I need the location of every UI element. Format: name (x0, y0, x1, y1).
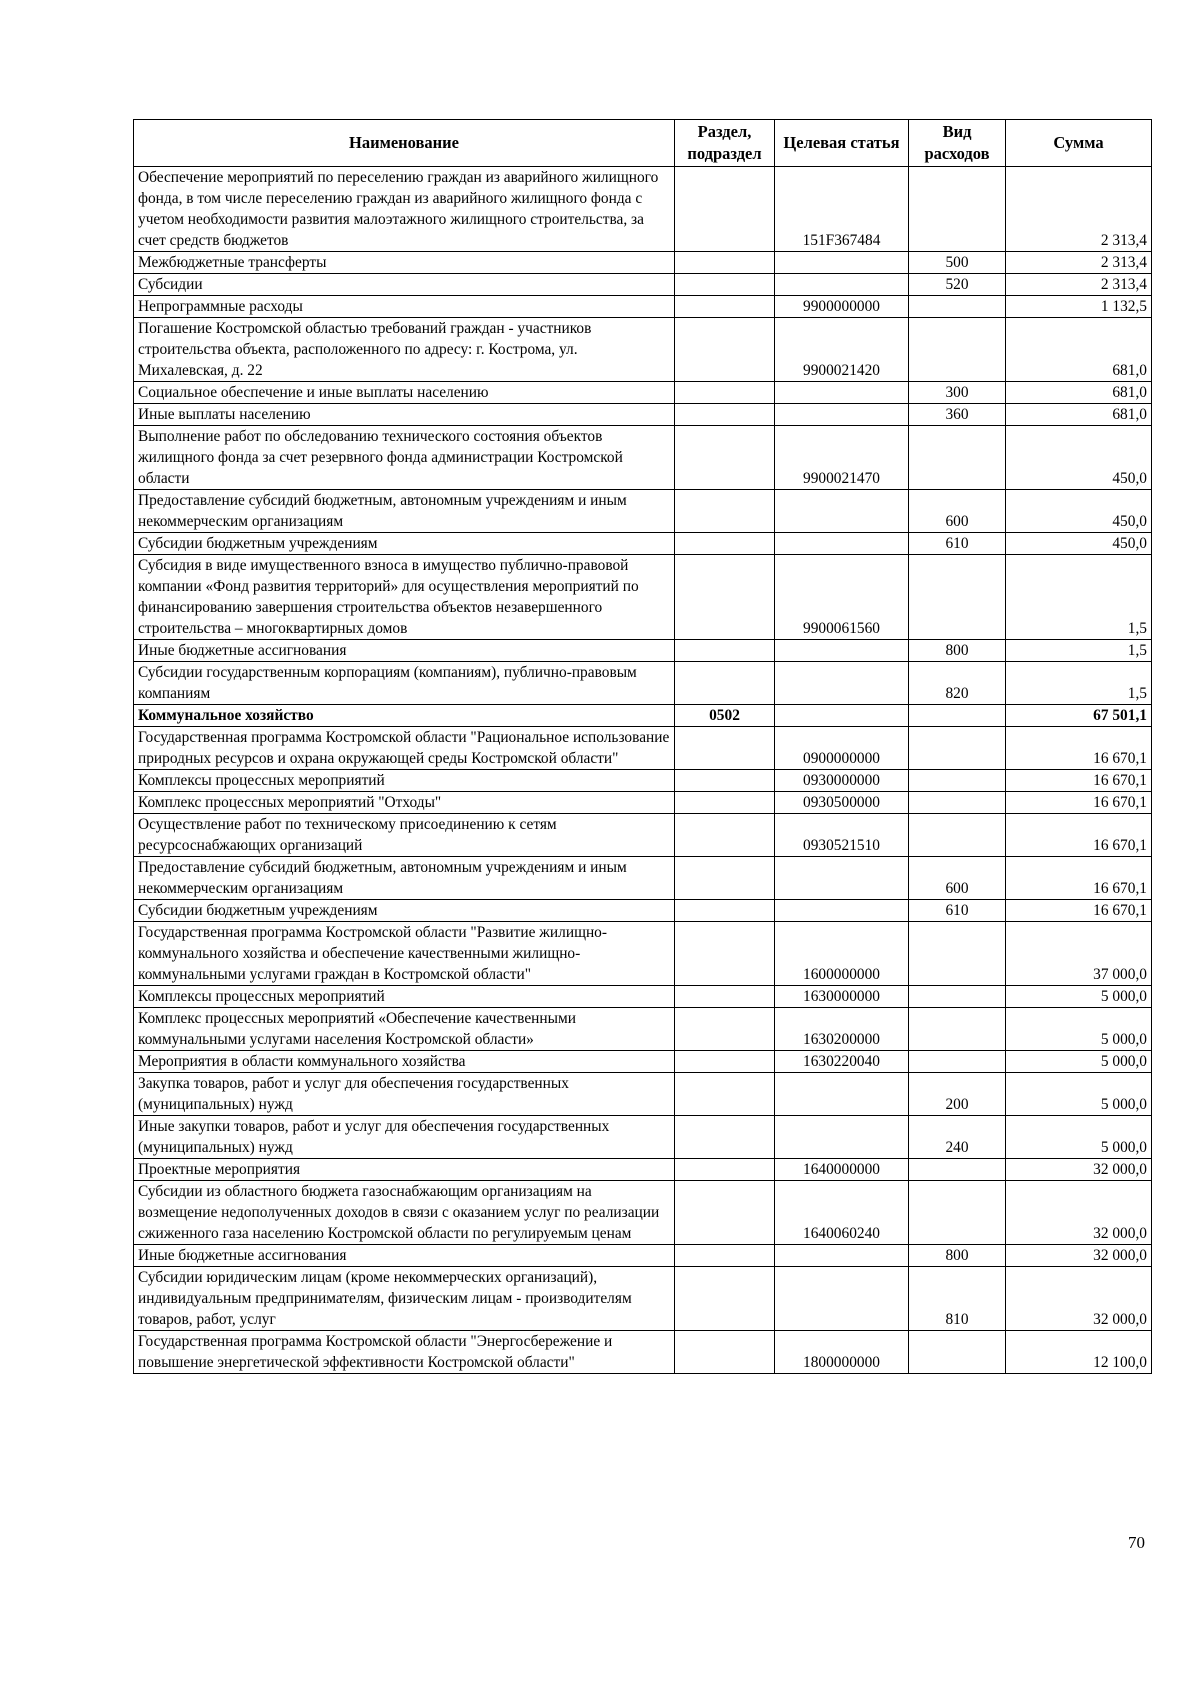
cell-sum: 16 670,1 (1006, 727, 1152, 770)
cell-section (675, 1267, 775, 1331)
cell-name: Социальное обеспечение и иные выплаты населению (134, 382, 675, 404)
cell-section (675, 814, 775, 857)
cell-name: Государственная программа Костромской области "Рациональное использование природных ресурсов и охрана окружающей среды Костромской области" (134, 727, 675, 770)
cell-section (675, 167, 775, 252)
cell-target: 1640000000 (775, 1159, 909, 1181)
cell-sum: 1,5 (1006, 662, 1152, 705)
cell-sum: 5 000,0 (1006, 1116, 1152, 1159)
cell-target: 0930521510 (775, 814, 909, 857)
cell-section (675, 382, 775, 404)
cell-section (675, 1331, 775, 1374)
cell-type (909, 814, 1006, 857)
cell-sum: 681,0 (1006, 404, 1152, 426)
header-type: Вид расходов (909, 120, 1006, 167)
cell-name: Погашение Костромской областью требований граждан - участников строительства объекта, расположенного по адресу: г. Кострома, ул. Михалевская, д. 22 (134, 318, 675, 382)
cell-name: Мероприятия в области коммунального хозяйства (134, 1051, 675, 1073)
table-row (134, 1267, 1152, 1331)
cell-name: Выполнение работ по обследованию технического состояния объектов жилищного фонда за счет резервного фонда администрации Костромской области (134, 426, 675, 490)
table-row (134, 792, 1152, 814)
cell-sum: 1,5 (1006, 640, 1152, 662)
cell-section (675, 1008, 775, 1051)
cell-name: Межбюджетные трансферты (134, 252, 675, 274)
cell-target (775, 640, 909, 662)
page-number: 70 (1128, 1533, 1145, 1552)
cell-sum: 32 000,0 (1006, 1159, 1152, 1181)
cell-target: 1640060240 (775, 1181, 909, 1245)
cell-section (675, 727, 775, 770)
cell-name: Коммунальное хозяйство (134, 705, 675, 727)
cell-name: Государственная программа Костромской области "Развитие жилищно-коммунального хозяйства и обеспечение качественными жилищно-коммунальными услугами граждан в Костромской области" (134, 922, 675, 986)
cell-target (775, 404, 909, 426)
cell-name: Непрограммные расходы (134, 296, 675, 318)
table-row (134, 490, 1152, 533)
cell-target: 1800000000 (775, 1331, 909, 1374)
table-row (134, 1159, 1152, 1181)
cell-type: 200 (909, 1073, 1006, 1116)
cell-type: 520 (909, 274, 1006, 296)
cell-type (909, 426, 1006, 490)
cell-name: Осуществление работ по техническому присоединению к сетям ресурсоснабжающих организаций (134, 814, 675, 857)
cell-type (909, 1008, 1006, 1051)
cell-name: Комплексы процессных мероприятий (134, 986, 675, 1008)
cell-section (675, 792, 775, 814)
table-row (134, 986, 1152, 1008)
cell-target (775, 1267, 909, 1331)
cell-sum: 16 670,1 (1006, 770, 1152, 792)
cell-section (675, 490, 775, 533)
cell-type: 600 (909, 490, 1006, 533)
cell-name: Иные закупки товаров, работ и услуг для обеспечения государственных (муниципальных) нужд (134, 1116, 675, 1159)
cell-target (775, 533, 909, 555)
cell-target (775, 1245, 909, 1267)
cell-sum: 67 501,1 (1006, 705, 1152, 727)
table-row (134, 318, 1152, 382)
table-row (134, 533, 1152, 555)
table-row (134, 404, 1152, 426)
cell-section (675, 296, 775, 318)
cell-sum: 1,5 (1006, 555, 1152, 640)
cell-name: Проектные мероприятия (134, 1159, 675, 1181)
cell-sum: 32 000,0 (1006, 1181, 1152, 1245)
cell-target (775, 382, 909, 404)
cell-section (675, 1073, 775, 1116)
cell-sum: 16 670,1 (1006, 792, 1152, 814)
cell-type: 240 (909, 1116, 1006, 1159)
cell-type (909, 1181, 1006, 1245)
header-sum: Сумма (1006, 120, 1152, 167)
table-row (134, 1181, 1152, 1245)
cell-target (775, 490, 909, 533)
cell-sum: 2 313,4 (1006, 167, 1152, 252)
cell-name: Обеспечение мероприятий по переселению граждан из аварийного жилищного фонда, в том числе переселению граждан из аварийного жилищного фонда с учетом необходимости развития малоэтажного жилищного строительства, за счет средств бюджетов (134, 167, 675, 252)
cell-type (909, 792, 1006, 814)
cell-sum: 16 670,1 (1006, 814, 1152, 857)
cell-type (909, 986, 1006, 1008)
cell-target: 0930000000 (775, 770, 909, 792)
cell-sum: 2 313,4 (1006, 252, 1152, 274)
cell-target: 9900021470 (775, 426, 909, 490)
header-target: Целевая статья (775, 120, 909, 167)
cell-sum: 16 670,1 (1006, 900, 1152, 922)
cell-type: 820 (909, 662, 1006, 705)
cell-type: 360 (909, 404, 1006, 426)
cell-name: Субсидии (134, 274, 675, 296)
cell-target: 151F367484 (775, 167, 909, 252)
cell-sum: 450,0 (1006, 490, 1152, 533)
cell-target: 9900000000 (775, 296, 909, 318)
table-row (134, 770, 1152, 792)
cell-name: Предоставление субсидий бюджетным, автономным учреждениям и иным некоммерческим организациям (134, 857, 675, 900)
cell-target (775, 1116, 909, 1159)
cell-name: Иные бюджетные ассигнования (134, 640, 675, 662)
cell-target (775, 857, 909, 900)
table-row (134, 705, 1152, 727)
cell-target: 0900000000 (775, 727, 909, 770)
cell-name: Субсидии бюджетным учреждениям (134, 900, 675, 922)
cell-section (675, 662, 775, 705)
cell-name: Субсидии государственным корпорациям (компаниям), публично-правовым компаниям (134, 662, 675, 705)
table-row (134, 426, 1152, 490)
table-row (134, 727, 1152, 770)
cell-section (675, 274, 775, 296)
cell-type: 610 (909, 533, 1006, 555)
cell-target: 1630220040 (775, 1051, 909, 1073)
cell-section (675, 1116, 775, 1159)
table-row (134, 857, 1152, 900)
cell-type (909, 705, 1006, 727)
cell-section (675, 426, 775, 490)
cell-target (775, 662, 909, 705)
table-row (134, 1245, 1152, 1267)
cell-target: 9900021420 (775, 318, 909, 382)
cell-target: 1600000000 (775, 922, 909, 986)
cell-target (775, 1073, 909, 1116)
cell-sum: 16 670,1 (1006, 857, 1152, 900)
cell-sum: 5 000,0 (1006, 1073, 1152, 1116)
cell-name: Иные бюджетные ассигнования (134, 1245, 675, 1267)
table-body (134, 167, 1152, 1374)
cell-type: 600 (909, 857, 1006, 900)
cell-type (909, 770, 1006, 792)
cell-section (675, 1159, 775, 1181)
table-row (134, 555, 1152, 640)
cell-sum: 1 132,5 (1006, 296, 1152, 318)
table-row (134, 922, 1152, 986)
cell-sum: 37 000,0 (1006, 922, 1152, 986)
cell-type (909, 296, 1006, 318)
cell-name: Субсидии бюджетным учреждениям (134, 533, 675, 555)
table-row (134, 1073, 1152, 1116)
cell-section (675, 318, 775, 382)
cell-sum: 5 000,0 (1006, 1051, 1152, 1073)
table-row (134, 662, 1152, 705)
cell-section (675, 770, 775, 792)
cell-section (675, 533, 775, 555)
cell-name: Комплексы процессных мероприятий (134, 770, 675, 792)
cell-section (675, 640, 775, 662)
table-row (134, 1008, 1152, 1051)
cell-sum: 450,0 (1006, 426, 1152, 490)
cell-section: 0502 (675, 705, 775, 727)
cell-target (775, 900, 909, 922)
cell-type (909, 1051, 1006, 1073)
cell-name: Комплекс процессных мероприятий "Отходы" (134, 792, 675, 814)
cell-name: Закупка товаров, работ и услуг для обеспечения государственных (муниципальных) нужд (134, 1073, 675, 1116)
cell-section (675, 922, 775, 986)
cell-sum: 32 000,0 (1006, 1245, 1152, 1267)
table-row (134, 296, 1152, 318)
table-row (134, 640, 1152, 662)
cell-sum: 2 313,4 (1006, 274, 1152, 296)
header-name: Наименование (134, 120, 675, 167)
cell-type (909, 318, 1006, 382)
cell-section (675, 857, 775, 900)
cell-type: 800 (909, 640, 1006, 662)
cell-section (675, 555, 775, 640)
cell-target: 0930500000 (775, 792, 909, 814)
cell-type (909, 167, 1006, 252)
cell-target (775, 705, 909, 727)
cell-sum: 450,0 (1006, 533, 1152, 555)
cell-target: 9900061560 (775, 555, 909, 640)
cell-target (775, 252, 909, 274)
cell-section (675, 404, 775, 426)
cell-section (675, 1051, 775, 1073)
cell-type (909, 727, 1006, 770)
cell-name: Предоставление субсидий бюджетным, автономным учреждениям и иным некоммерческим организациям (134, 490, 675, 533)
cell-section (675, 986, 775, 1008)
cell-type: 810 (909, 1267, 1006, 1331)
cell-type (909, 1159, 1006, 1181)
table-row (134, 814, 1152, 857)
cell-name: Комплекс процессных мероприятий «Обеспечение качественными коммунальными услугами населения Костромской области» (134, 1008, 675, 1051)
header-section: Раздел, подраздел (675, 120, 775, 167)
cell-sum: 681,0 (1006, 318, 1152, 382)
table-header-row (134, 120, 1152, 167)
cell-type (909, 1331, 1006, 1374)
cell-type: 610 (909, 900, 1006, 922)
table-row (134, 252, 1152, 274)
cell-name: Государственная программа Костромской области "Энергосбережение и повышение энергетической эффективности Костромской области" (134, 1331, 675, 1374)
cell-sum: 5 000,0 (1006, 1008, 1152, 1051)
table-row (134, 1331, 1152, 1374)
cell-section (675, 1245, 775, 1267)
cell-sum: 32 000,0 (1006, 1267, 1152, 1331)
budget-table (133, 119, 1152, 1374)
cell-type: 500 (909, 252, 1006, 274)
cell-sum: 12 100,0 (1006, 1331, 1152, 1374)
cell-target: 1630000000 (775, 986, 909, 1008)
table-row (134, 1116, 1152, 1159)
cell-section (675, 1181, 775, 1245)
cell-type (909, 555, 1006, 640)
cell-section (675, 900, 775, 922)
table-row (134, 900, 1152, 922)
cell-sum: 681,0 (1006, 382, 1152, 404)
cell-name: Субсидия в виде имущественного взноса в имущество публично-правовой компании «Фонд развития территорий» для осуществления мероприятий по финансированию завершения строительства объектов незавершенного строительства – многоквартирных домов (134, 555, 675, 640)
cell-name: Субсидии юридическим лицам (кроме некоммерческих организаций), индивидуальным предпринимателям, физическим лицам - производителям товаров, работ, услуг (134, 1267, 675, 1331)
cell-type (909, 922, 1006, 986)
cell-name: Иные выплаты населению (134, 404, 675, 426)
cell-target (775, 274, 909, 296)
table-row (134, 274, 1152, 296)
cell-sum: 5 000,0 (1006, 986, 1152, 1008)
table-row (134, 382, 1152, 404)
table-row (134, 167, 1152, 252)
table-row (134, 1051, 1152, 1073)
cell-section (675, 252, 775, 274)
cell-type: 800 (909, 1245, 1006, 1267)
cell-name: Субсидии из областного бюджета газоснабжающим организациям на возмещение недополученных доходов в связи с оказанием услуг по реализации сжиженного газа населению Костромской области по регулируемым ценам (134, 1181, 675, 1245)
cell-type: 300 (909, 382, 1006, 404)
cell-target: 1630200000 (775, 1008, 909, 1051)
